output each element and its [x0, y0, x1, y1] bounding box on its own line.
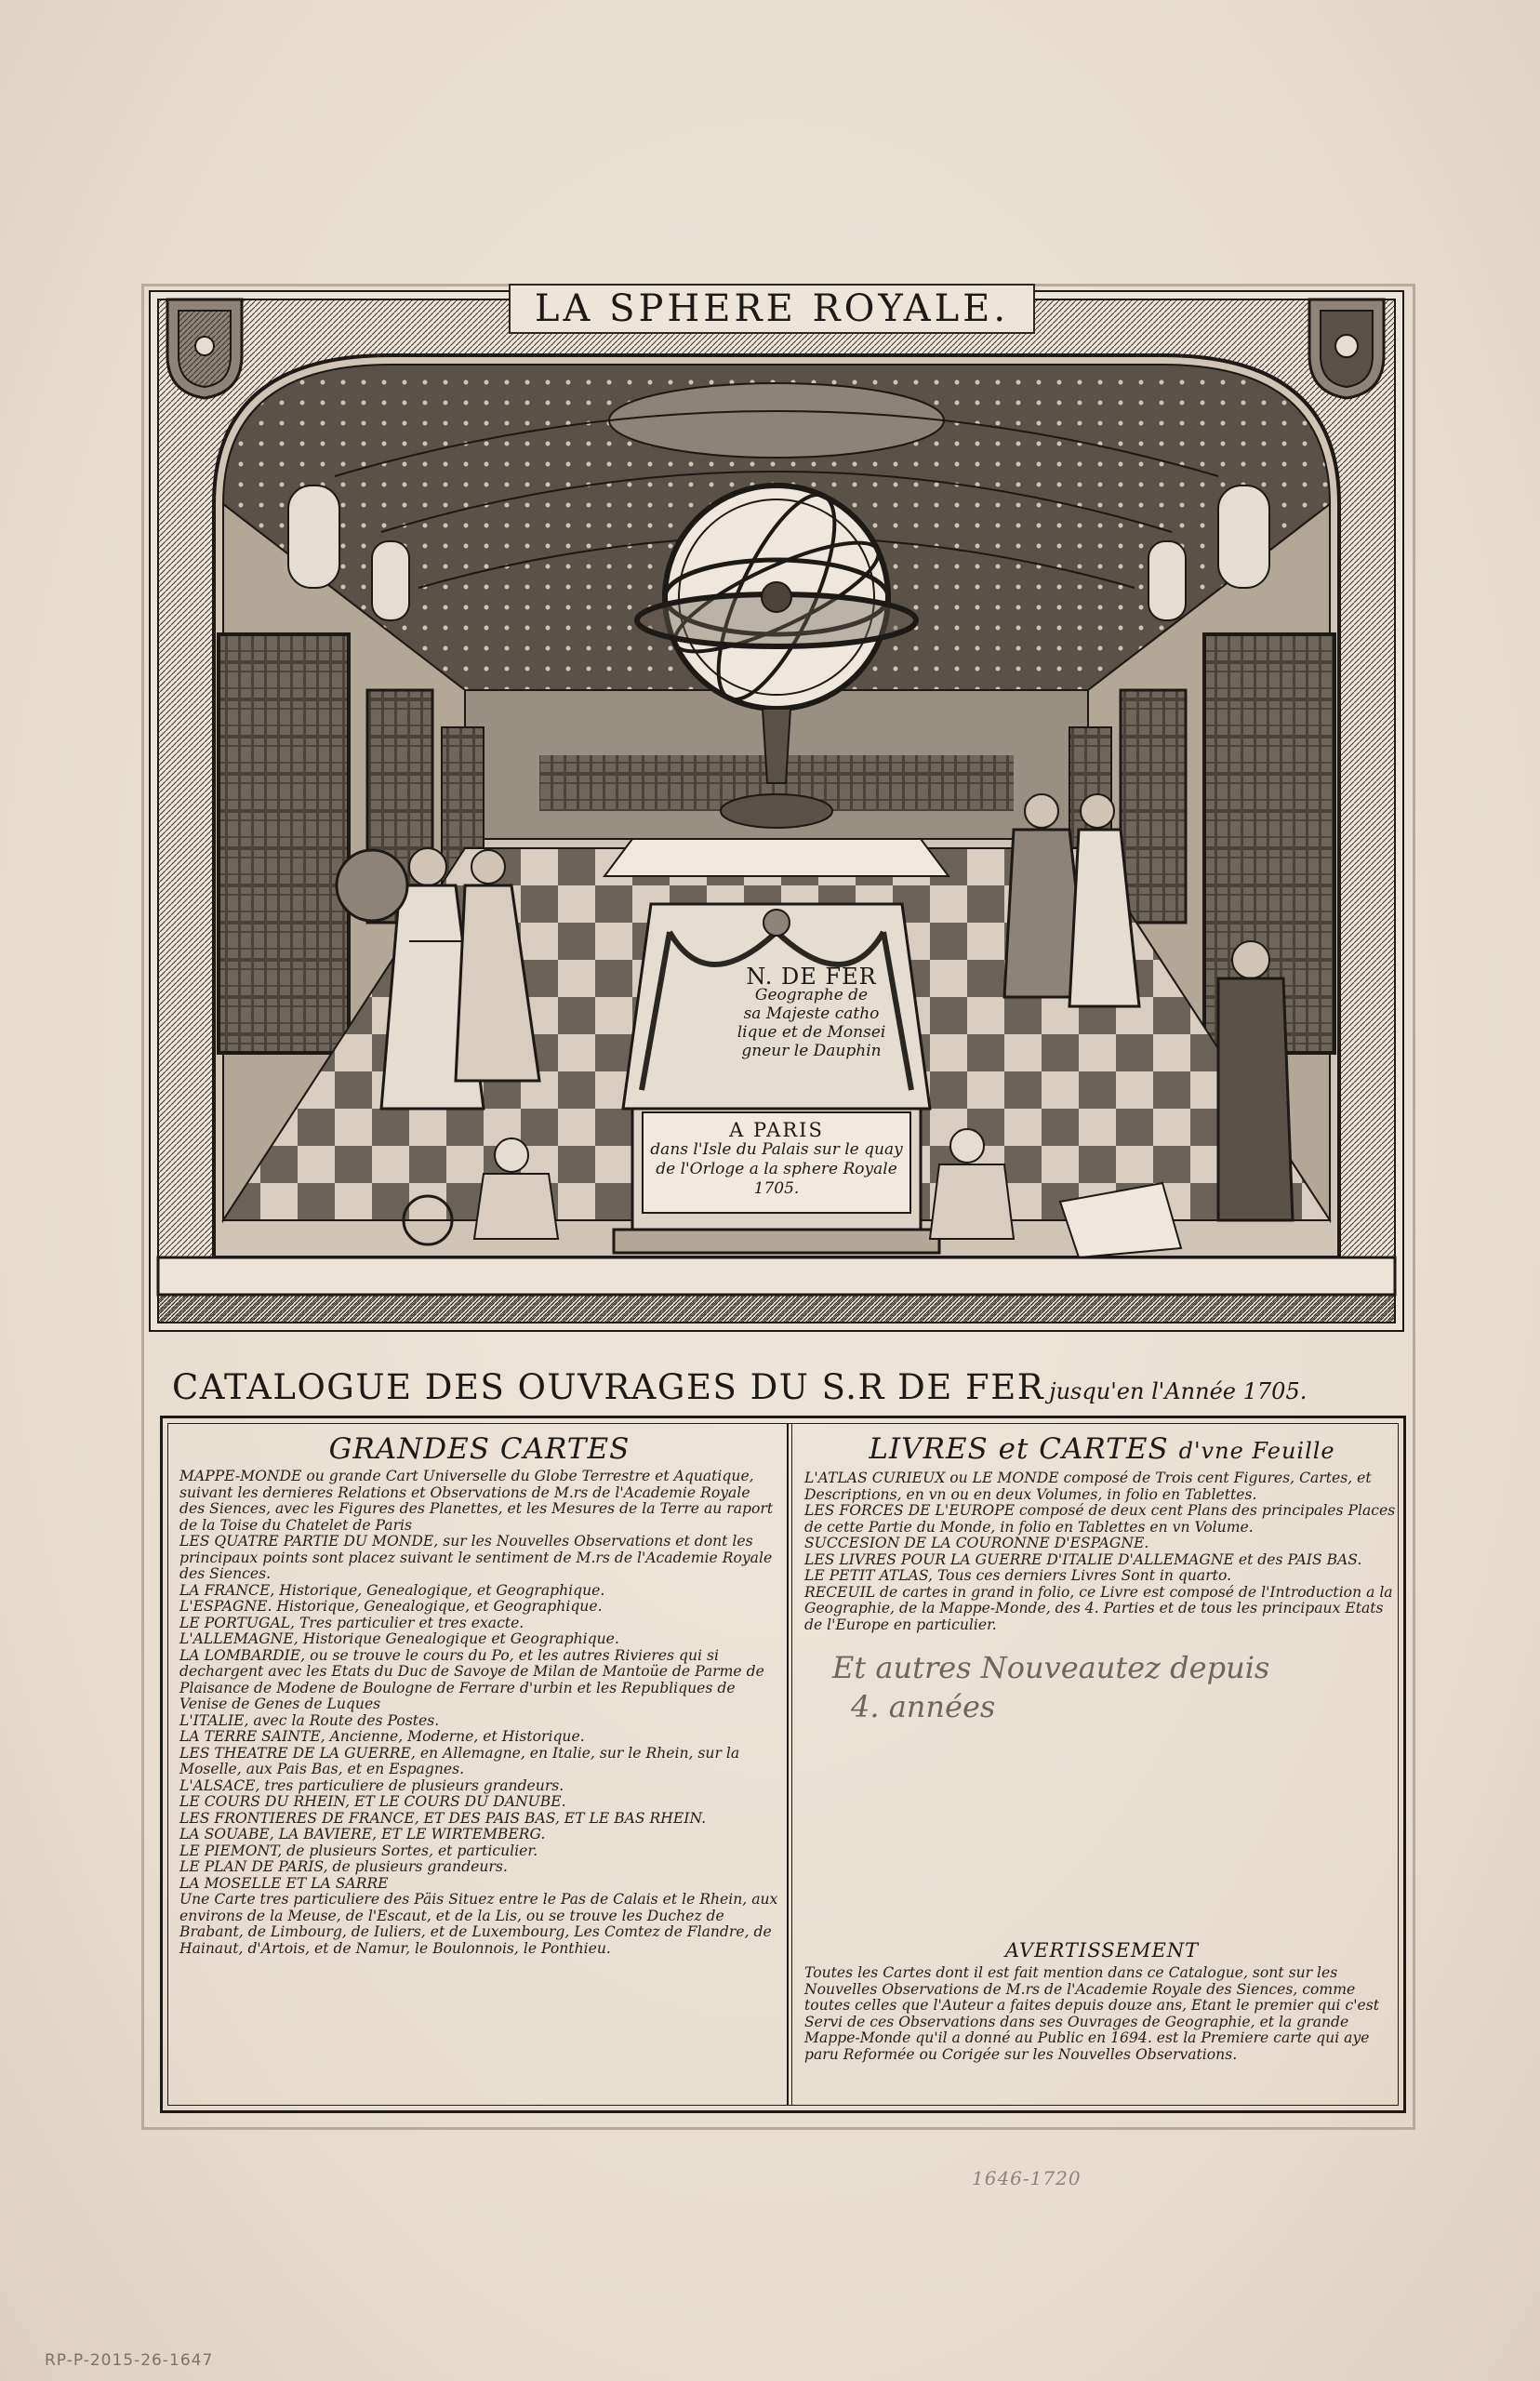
- right-entries-list: [804, 1470, 1400, 1633]
- catalogue-entry: L'ITALIE, avec la Route des Postes.: [179, 1711, 440, 1729]
- column-divider: [787, 1424, 792, 2105]
- left-entries-list: [179, 1469, 779, 1957]
- handwritten-note: [804, 1648, 1400, 1726]
- catalogue-title-tail: jusqu'en l'Année 1705.: [1049, 1378, 1308, 1404]
- cartouche-line: Geographe de: [754, 986, 869, 1004]
- left-column-heading: GRANDES CARTES: [328, 1432, 631, 1466]
- catalogue-table-inner: [167, 1423, 1399, 2106]
- banner-title-text: LA SPHERE ROYALE.: [509, 284, 1035, 334]
- catalogue-entry: Une Carte tres particuliere des Päis Situez entre le Pas de Calais et le Rhein, aux environs de la Meuse, de l'Escaut, et de la Lis, ou se trouve les Duchez de Brabant, de Limbourg, de Iuliers, et de Luxembourg, Les Comtez de Flandre, de Hainaut, d'Artois, et de Namur, le Boulonnois, le Ponthieu.: [179, 1891, 778, 1957]
- plinth-title: A PARIS: [729, 1119, 824, 1141]
- catalogue-entry: RECEUIL de cartes in grand in folio, ce Livre est composé de l'Introduction a la Geographie, de la Mappe-Monde, des 4. Parties et de tous les principaux Etats de l'Europe en particulier.: [804, 1583, 1393, 1633]
- catalogue-entry: LES THEATRE DE LA GUERRE, en Allemagne, en Italie, sur le Rhein, sur la Moselle, aux Pais Bas, et en Espagnes.: [179, 1744, 740, 1777]
- catalogue-entry: L'ALLEMAGNE, Historique Genealogique et Geographique.: [179, 1630, 619, 1647]
- left-coat-of-arms-icon: [160, 290, 249, 402]
- catalogue-entry: LA FRANCE, Historique, Genealogique, et Geographique.: [179, 1581, 605, 1599]
- right-heading-tail: d'vne Feuille: [1178, 1438, 1335, 1464]
- catalogue-entry: L'ESPAGNE. Historique, Genealogique, et Geographique.: [179, 1598, 603, 1615]
- catalogue-entry: LA SOUABE, LA BAVIERE, ET LE WIRTEMBERG.: [179, 1826, 546, 1842]
- catalogue-entry: LE PETIT ATLAS, Tous ces derniers Livres Sont in quarto.: [804, 1567, 1232, 1584]
- handwritten-line-2: 4. années: [851, 1689, 996, 1724]
- catalogue-table: [160, 1416, 1406, 2113]
- catalogue-title-main: CATALOGUE DES OUVRAGES DU S.R DE FER: [172, 1367, 1045, 1407]
- catalogue-entry: LA MOSELLE ET LA SARRE: [179, 1874, 389, 1892]
- catalogue-entry: LES LIVRES POUR LA GUERRE D'ITALIE D'ALLEMAGNE et des PAIS BAS.: [804, 1550, 1362, 1568]
- right-column-heading: [804, 1431, 1400, 1469]
- plinth-line: 1705.: [753, 1179, 800, 1198]
- catalogue-entry: LE PIEMONT, de plusieurs Sortes, et particulier.: [179, 1842, 538, 1859]
- avertissement-text: Toutes les Cartes dont il est fait mention dans ce Catalogue, sont sur les Nouvelles Observations de M.rs de l'Academie Royale des Siences, comme toutes celles que l'Auteur a faites depuis douze ans, Etant le premier qui c'est Servi de ces Observations dans ses Ouvrages de Geographie, et la grande Mappe-Monde qu'il a donné au Public en 1694. est la Premiere carte qui aye paru Reformée ou Corigée sur les Nouvelles Observations.: [804, 1964, 1379, 2063]
- avertissement-heading: AVERTISSEMENT: [1004, 1939, 1200, 1962]
- catalogue-entry: LES FORCES DE L'EUROPE composé de deux cent Plans des principales Places de cette Partie du Monde, in folio en Tablettes en vn Volume.: [804, 1502, 1396, 1536]
- grandes-cartes-column: [179, 1431, 779, 1957]
- catalogue-entry: LE PLAN DE PARIS, de plusieurs grandeurs.: [179, 1858, 508, 1875]
- right-coat-of-arms-icon: [1302, 290, 1391, 402]
- catalogue-entry: LE COURS DU RHEIN, ET LE COURS DU DANUBE.: [179, 1793, 566, 1810]
- plinth-line: dans l'Isle du Palais sur le quay: [650, 1140, 903, 1159]
- handwritten-line-1: Et autres Nouveautez depuis: [832, 1650, 1270, 1685]
- catalogue-entry: L'ATLAS CURIEUX ou LE MONDE composé de Trois cent Figures, Cartes, et Descriptions, en vn ou en deux Volumes, in folio en Tablettes.: [804, 1470, 1372, 1503]
- livres-cartes-column: [804, 1431, 1400, 2063]
- cartouche-line: gneur le Dauphin: [741, 1042, 882, 1060]
- catalogue-entry: SUCCESION DE LA COURONNE D'ESPAGNE.: [804, 1535, 1149, 1551]
- cartouche-line: lique et de Monsei: [737, 1023, 886, 1042]
- inventory-number: RP-P-2015-26-1647: [45, 2351, 214, 2370]
- catalogue-entry: LA TERRE SAINTE, Ancienne, Moderne, et Historique.: [179, 1728, 585, 1745]
- banner-title: [335, 279, 1209, 339]
- pencil-date-note: 1646-1720: [972, 2167, 1082, 2189]
- catalogue-entry: LA LOMBARDIE, ou se trouve le cours du Po, et les autres Rivieres qui si dechargent avec les Etats du Duc de Savoye de Milan de Mantoüe de Parme de Plaisance de Modene de Boulogne de Ferrare d'urbin et les Republiques de Venise de Genes de Luques: [179, 1646, 764, 1712]
- right-heading-main: LIVRES et CARTES: [869, 1432, 1169, 1466]
- cartouche-line: sa Majeste catho: [743, 1004, 880, 1023]
- catalogue-entry: L'ALSACE, tres particuliere de plusieurs grandeurs.: [179, 1776, 564, 1794]
- catalogue-entry: LE PORTUGAL, Tres particulier et tres exacte.: [179, 1614, 524, 1631]
- catalogue-entry: LES FRONTIERES DE FRANCE, ET DES PAIS BAS, ET LE BAS RHEIN.: [179, 1809, 707, 1827]
- catalogue-entry: LES QUATRE PARTIE DU MONDE, sur les Nouvelles Observations et dont les principaux points sont placez suivant le sentiment de M.rs de l'Academie Royale des Siences.: [179, 1533, 773, 1582]
- plinth-line: de l'Orloge a la sphere Royale: [656, 1160, 897, 1178]
- publisher-cartouche: [716, 964, 907, 1077]
- catalogue-title: [172, 1367, 1400, 1414]
- catalogue-entry: MAPPE-MONDE ou grande Cart Universelle du Globe Terrestre et Aquatique, suivant les dernieres Relations et Observations de M.rs de l'Academie Royale des Siences, avec les Figures des Planettes, et les Mesures de la Terre au raport de la Toise du Chatelet de Paris: [179, 1468, 774, 1534]
- cartouche-name: N. DE FER: [746, 964, 877, 990]
- address-plinth: [642, 1111, 911, 1214]
